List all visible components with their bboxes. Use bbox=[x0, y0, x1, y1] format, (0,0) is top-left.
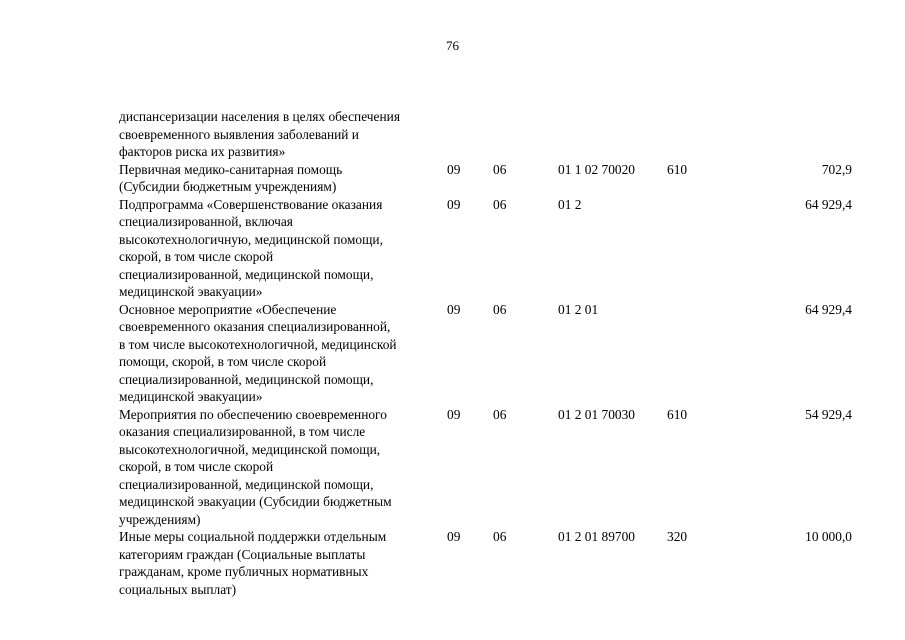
amount: 54 929,4 bbox=[805, 406, 852, 422]
row-description bbox=[119, 406, 441, 529]
table-row bbox=[119, 161, 859, 196]
description-line: факторов риска их развития» bbox=[119, 144, 286, 159]
description-line: скорой, в том числе скорой bbox=[119, 459, 274, 474]
section-code: 09 bbox=[447, 301, 461, 317]
target-article-code: 01 2 01 70030 bbox=[558, 406, 635, 422]
section-code: 09 bbox=[447, 529, 461, 544]
row-description bbox=[119, 108, 441, 161]
table-row bbox=[119, 406, 859, 529]
table-row bbox=[119, 196, 859, 301]
description-line: специализированной, включая bbox=[119, 214, 293, 229]
section-code: 09 bbox=[447, 196, 461, 212]
description-line: Первичная медико-санитарная помощь bbox=[119, 161, 343, 177]
section-code: 09 bbox=[447, 161, 461, 177]
description-line: высокотехнологичной, медицинской помощи, bbox=[119, 441, 381, 457]
expense-type-code: 610 bbox=[667, 406, 688, 422]
description-line: медицинской эвакуации» bbox=[119, 284, 263, 299]
amount: 10 000,0 bbox=[805, 529, 852, 544]
target-article-code: 01 2 01 89700 bbox=[558, 529, 635, 544]
description-line: медицинской эвакуации (Субсидии бюджетным bbox=[119, 494, 392, 509]
description-line: своевременного выявления заболеваний и bbox=[119, 126, 359, 142]
amount: 64 929,4 bbox=[805, 301, 852, 317]
description-line: учреждениям) bbox=[119, 511, 201, 527]
description-line: диспансеризации населения в целях обеспечения bbox=[119, 109, 400, 124]
description-line: специализированной, медицинской помощи, bbox=[119, 266, 374, 282]
row-description bbox=[119, 161, 441, 196]
description-line: специализированной, медицинской помощи, bbox=[119, 476, 374, 492]
section-code: 09 bbox=[447, 406, 461, 422]
page-number: 76 bbox=[446, 38, 459, 53]
table-row bbox=[119, 108, 859, 161]
target-article-code: 01 2 01 bbox=[558, 301, 599, 317]
row-description bbox=[119, 196, 441, 301]
description-line: Основное мероприятие «Обеспечение bbox=[119, 301, 337, 317]
description-line: категориям граждан (Социальные выплаты bbox=[119, 546, 366, 562]
description-line: Подпрограмма «Совершенствование оказания bbox=[119, 196, 383, 212]
expense-type-code: 610 bbox=[667, 161, 688, 177]
row-description bbox=[119, 301, 441, 406]
subsection-code: 06 bbox=[493, 301, 507, 317]
description-line: медицинской эвакуации» bbox=[119, 389, 263, 404]
description-line: оказания специализированной, в том числе bbox=[119, 424, 366, 439]
description-line: (Субсидии бюджетным учреждениям) bbox=[119, 179, 337, 194]
budget-table bbox=[119, 108, 859, 598]
amount: 702,9 bbox=[821, 161, 852, 177]
subsection-code: 06 bbox=[493, 161, 507, 177]
subsection-code: 06 bbox=[493, 529, 507, 544]
description-line: помощи, скорой, в том числе скорой bbox=[119, 354, 327, 369]
amount: 64 929,4 bbox=[805, 196, 852, 212]
target-article-code: 01 1 02 70020 bbox=[558, 161, 635, 177]
subsection-code: 06 bbox=[493, 196, 507, 212]
description-line: высокотехнологичную, медицинской помощи, bbox=[119, 231, 383, 247]
target-article-code: 01 2 bbox=[558, 196, 582, 212]
description-line: Иные меры социальной поддержки отдельным bbox=[119, 529, 387, 544]
table-row bbox=[119, 528, 859, 598]
description-line: своевременного оказания специализированной, bbox=[119, 319, 391, 334]
description-line: специализированной, медицинской помощи, bbox=[119, 371, 374, 387]
description-line: скорой, в том числе скорой bbox=[119, 249, 274, 264]
description-line: Мероприятия по обеспечению своевременного bbox=[119, 406, 387, 422]
row-description bbox=[119, 528, 441, 598]
table-row bbox=[119, 301, 859, 406]
description-line: социальных выплат) bbox=[119, 581, 237, 597]
subsection-code: 06 bbox=[493, 406, 507, 422]
description-line: в том числе высокотехнологичной, медицинской bbox=[119, 336, 397, 352]
description-line: гражданам, кроме публичных нормативных bbox=[119, 564, 369, 579]
expense-type-code: 320 bbox=[667, 529, 688, 544]
